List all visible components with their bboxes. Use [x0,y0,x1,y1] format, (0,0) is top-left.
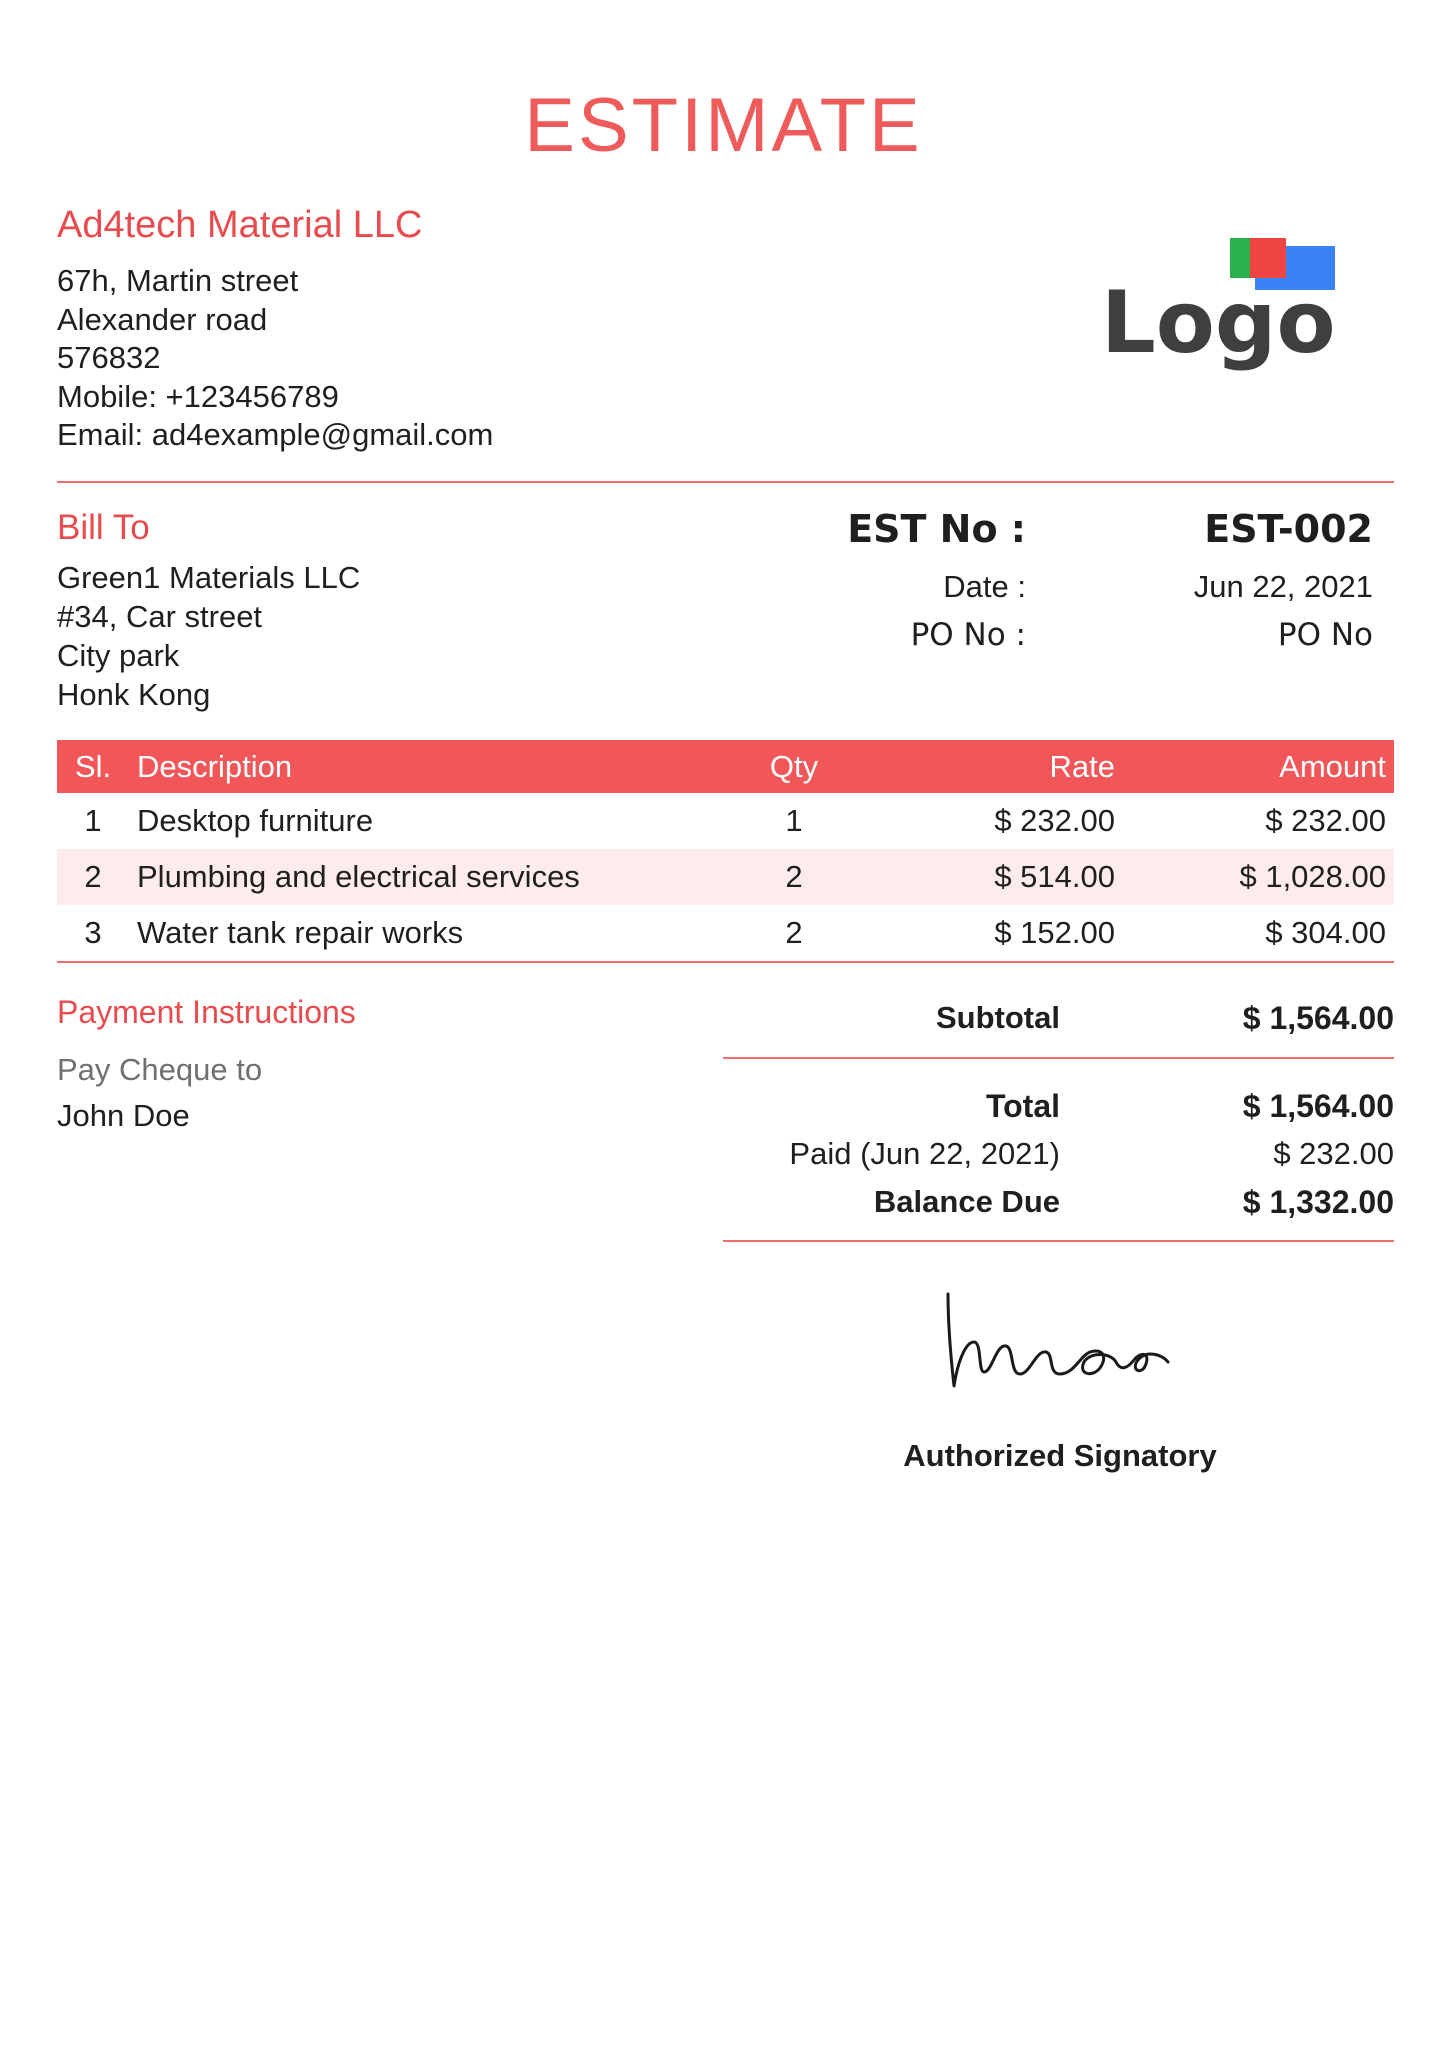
po-no-value: PO No [1277,617,1373,653]
paid-value: $ 232.00 [1273,1136,1394,1171]
company-mobile: Mobile: +123456789 [57,378,339,414]
table-row [57,849,1394,905]
company-address-line1: 67h, Martin street [57,263,299,298]
row-qty: 2 [731,849,857,905]
total-label: Total [985,1088,1060,1124]
row-sl: 3 [57,905,129,962]
bill-to-line2: City park [57,638,180,673]
est-no-label: EST No : [847,507,1026,551]
row-amount: $ 232.00 [1265,803,1386,838]
column-header-rate: Rate [857,740,1123,793]
company-email: Email: ad4example@gmail.com [57,417,494,452]
row-description: Plumbing and electrical services [129,849,731,905]
est-no-value: EST-002 [1204,507,1373,551]
date-label: Date : [943,569,1026,604]
balance-divider [723,1240,1394,1242]
company-postal-code: 576832 [57,340,161,375]
row-description: Desktop furniture [137,803,374,838]
column-header-sl: Sl. [57,740,129,793]
table-row [57,793,1394,849]
row-rate: $ 514.00 [857,849,1123,905]
header-divider [57,481,1394,483]
bill-to-line3: Honk Kong [57,677,211,712]
signature-image [940,1290,1220,1410]
row-amount: $ 304.00 [1123,905,1394,962]
row-rate: $ 152.00 [857,905,1123,962]
payment-instructions-label: Payment Instructions [57,994,356,1030]
bill-to-address [57,558,360,714]
po-no-label: PO No : [910,617,1026,653]
logo-red-square [1250,238,1286,278]
total-value: $ 1,564.00 [1242,1088,1394,1124]
subtotal-divider [723,1057,1394,1059]
company-name: Ad4tech Material LLC [57,204,423,246]
row-sl: 1 [84,803,102,838]
company-address [57,262,493,455]
paid-label: Paid (Jun 22, 2021) [789,1136,1060,1171]
row-qty: 1 [785,803,803,838]
bill-to-label: Bill To [57,508,150,547]
column-header-qty: Qty [731,740,857,793]
date-value: Jun 22, 2021 [1193,569,1373,604]
pay-cheque-to-label: Pay Cheque to [57,1052,263,1087]
bill-to-name: Green1 Materials LLC [57,560,361,595]
document-title: ESTIMATE [524,83,923,168]
row-description: Water tank repair works [129,905,731,962]
balance-due-value: $ 1,332.00 [1242,1184,1394,1220]
row-sl: 2 [57,849,129,905]
row-qty: 2 [731,905,857,962]
authorized-signatory-label: Authorized Signatory [903,1438,1217,1473]
column-header-amount: Amount [1123,740,1394,793]
company-logo [1095,232,1345,372]
column-header-description: Description [129,740,731,793]
table-row [57,905,1394,962]
row-rate: $ 232.00 [994,803,1115,838]
company-address-line2: Alexander road [57,301,268,337]
logo-text: Logo [1101,273,1336,372]
row-amount: $ 1,028.00 [1123,849,1394,905]
table-header-row [57,740,1394,793]
subtotal-label: Subtotal [936,1000,1060,1035]
subtotal-value: $ 1,564.00 [1242,1000,1394,1036]
bill-to-line1: #34, Car street [57,599,263,634]
balance-due-label: Balance Due [873,1184,1060,1219]
pay-cheque-to-name: John Doe [57,1098,190,1133]
items-table [57,740,1394,963]
